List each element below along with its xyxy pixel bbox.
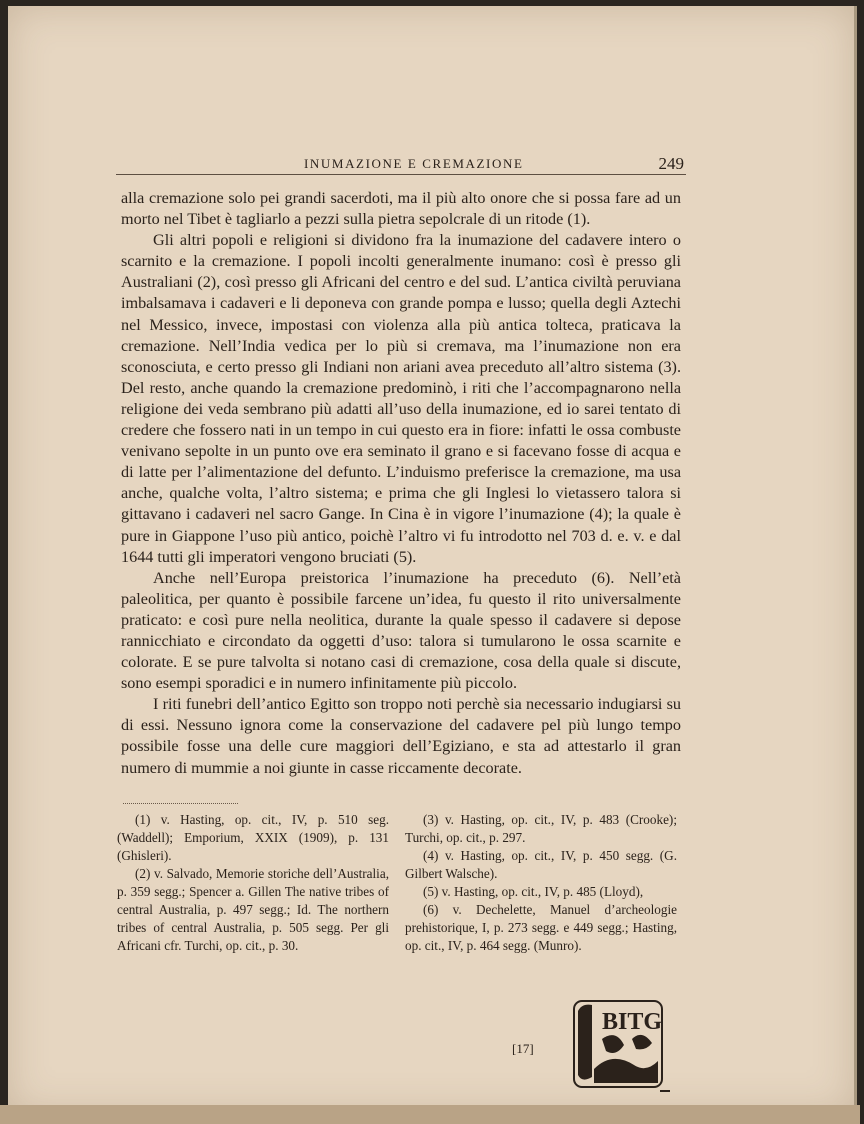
footnotes-left-column bbox=[117, 811, 389, 955]
footnote: (1) v. Hasting, op. cit., IV, p. 510 seg. (Waddell); Emporium, XXIX (1909), p. 131 (Ghisleri). bbox=[117, 812, 389, 863]
logo-lettering: BITG bbox=[602, 1009, 663, 1035]
footnote: (2) v. Salvado, Memorie storiche dell’Australia, p. 359 segg.; Spencer a. Gillen The native tribes of central Australia, p. 497 segg.; Id. The northern tribes of central Australia, p. 505 segg. Per gli Africani cfr. Turchi, op. cit., p. 30. bbox=[117, 866, 389, 953]
page-number: 249 bbox=[658, 154, 684, 173]
signature-number: [17] bbox=[512, 1041, 534, 1056]
paragraph: Anche nell’Europa preistorica l’inumazione ha preceduto (6). Nell’età paleolitica, per quanto è possibile farcene un’idea, fu questo il rito universalmente praticato: e così pure nella neolitica, durante la quale spesso il cadavere si depose rannicchiato e circondato da oggetti d’uso: talora si tumularono le ossa scarnite e colorate. E se pure talvolta si notano casi di cremazione, cosa della quale si discute, sono esempi sporadici e in numero infinitamente più piccolo. bbox=[121, 568, 681, 693]
paragraph: alla cremazione solo pei grandi sacerdoti, ma il più alto onore che si possa fare ad un morto nel Tibet è tagliarlo a pezzi sulla pietra sepolcrale di un ritode (1). bbox=[121, 189, 681, 229]
paragraph: Gli altri popoli e religioni si dividono fra la inumazione del cadavere intero o scarnito e la cremazione. I popoli incolti generalmente inumano: così è presso gli Australiani (2), così presso gli Africani del centro e del sud. L’antica civiltà peruviana imbalsamava i cadaveri e li deponeva con grande pompa e lusso; quella degli Aztechi nel Messico, invece, impostasi con violenza alla più antica tolteca, praticava la cremazione. Nell’India vedica per lo più si cremava, ma l’inumazione non era sconosciuta, e certo presso gli Indiani non ariani avea preceduto all’altro sistema (3). Del resto, anche quando la cremazione predominò, i riti che l’accompagnarono nella religione dei veda sembrano più adatti all’uso della inumazione, ed io sarei tentato di credere che fossero nati in un tempo in cui questo era in fiore: infatti le ossa combuste venivano sepolte in un punto ove era seminato il grano e si facevano fosse di acqua e di latte per l’alimentazione del defunto. L’induismo preferisce la cremazione, ma usa anche, qualche volta, l’altro sistema; e prima che gli Inglesi lo vietassero talora si gittavano i cadaveri nel sacro Gange. In Cina è in vigore l’inumazione (4); la quale è pure in Giappone l’uso più antico, poichè l’altro vi fu introdotto nel 703 d. e. v. e dal 1644 tutti gli imperatori vengono bruciati (5). bbox=[121, 231, 681, 566]
body-text bbox=[121, 188, 681, 779]
footnotes-right-column bbox=[405, 811, 677, 955]
page-header bbox=[116, 148, 686, 175]
paragraph: I riti funebri dell’antico Egitto son troppo noti perchè sia necessario indugiarsi su di essi. Nessuno ignora come la conservazione del cadavere pel più lungo tempo possibile fosse una delle cure maggiori dell’Egiziano, e sta ad attestarlo il gran numero di mummie a noi giunte in casse riccamente decorate. bbox=[121, 695, 681, 777]
footnote-divider bbox=[123, 803, 238, 804]
publisher-logo-icon bbox=[572, 999, 664, 1089]
running-title: INUMAZIONE E CREMAZIONE bbox=[304, 156, 524, 171]
page-stack-edge bbox=[0, 1105, 860, 1124]
footnote: (6) v. Dechelette, Manuel d’archeologie prehistorique, I, p. 273 segg. e 449 segg.; Hasting, op. cit., IV, p. 464 segg. (Munro). bbox=[405, 902, 677, 953]
footnote: (5) v. Hasting, op. cit., IV, p. 485 (Lloyd), bbox=[423, 884, 644, 899]
book-page bbox=[8, 6, 857, 1117]
footnote: (3) v. Hasting, op. cit., IV, p. 483 (Crooke); Turchi, op. cit., p. 297. bbox=[405, 812, 677, 845]
corner-mark bbox=[660, 1090, 670, 1092]
footnote: (4) v. Hasting, op. cit., IV, p. 450 segg. (G. Gilbert Walsche). bbox=[405, 848, 677, 881]
